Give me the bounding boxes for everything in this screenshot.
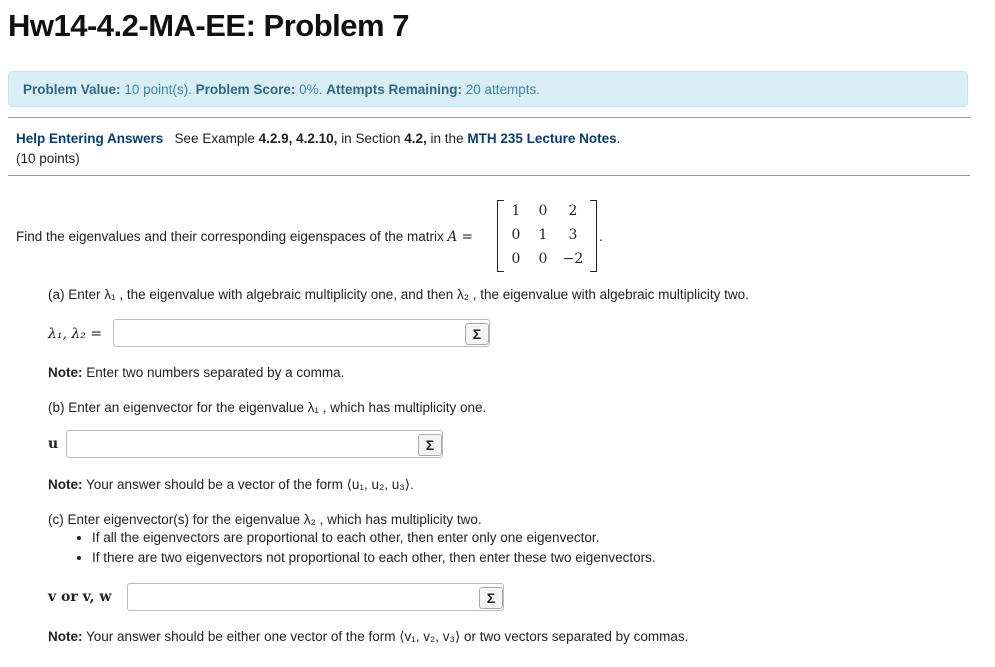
- problem-statement: [16, 229, 473, 245]
- note-a: [48, 365, 344, 380]
- score-label: Problem Score:: [195, 82, 296, 97]
- see-example-text: See Example: [174, 131, 255, 146]
- divider-top: [8, 117, 970, 118]
- value-label: Problem Value:: [23, 82, 121, 97]
- equation-editor-icon[interactable]: Σ: [479, 587, 503, 609]
- score-text: 0%.: [299, 82, 323, 97]
- matrix-cell: 0: [511, 227, 521, 243]
- problem-info-bar: [8, 71, 968, 107]
- matrix-period: .: [599, 229, 603, 244]
- part-b-label: u: [48, 436, 59, 452]
- section-number: 4.2,: [404, 131, 427, 146]
- note-c-text: Your answer should be either one vector of the form ⟨v₁, v₂, v₃⟩ or two vectors separated by commas.: [86, 629, 689, 644]
- note-b-text: Your answer should be a vector of the form ⟨u₁, u₂, u₃⟩.: [86, 477, 414, 492]
- statement-text: Find the eigenvalues and their corresponding eigenspaces of the matrix: [16, 229, 444, 244]
- matrix-cell: 3: [568, 227, 578, 243]
- note-c: [48, 629, 688, 645]
- points-text: (10 points): [16, 151, 80, 166]
- help-section: [16, 129, 620, 169]
- part-a-label: λ₁, λ₂ =: [48, 326, 103, 342]
- matrix-cell: 0: [538, 251, 548, 267]
- note-label: Note:: [48, 629, 83, 644]
- matrix-cell: 0: [538, 203, 548, 219]
- page-title: Hw14-4.2-MA-EE: Problem 7: [8, 8, 409, 43]
- divider-bottom: [8, 175, 970, 176]
- matrix-cell: 0: [511, 251, 521, 267]
- attempts-label: Attempts Remaining:: [326, 82, 462, 97]
- matrix-a: [497, 200, 597, 272]
- note-a-text: Enter two numbers separated by a comma.: [86, 365, 345, 380]
- eigenvectors-v-w-answer-input[interactable]: [127, 583, 504, 611]
- eigenvector-u-answer-input[interactable]: [66, 430, 443, 458]
- matrix-cell: −2: [562, 251, 584, 267]
- part-c-bullet-list: [70, 528, 656, 568]
- eigenvalues-answer-input[interactable]: [113, 319, 490, 347]
- example-numbers: 4.2.9, 4.2.10,: [258, 131, 338, 146]
- part-a-prompt: (a) Enter λ₁ , the eigenvalue with algebraic multiplicity one, and then λ₂ , the eigenvalue with algebraic multiplicity two.: [48, 287, 749, 302]
- in-section-text: in Section: [341, 131, 401, 146]
- list-item: • If all the eigenvectors are proportional to each other, then enter only one eigenvector.: [92, 528, 656, 548]
- part-c-prompt: (c) Enter eigenvector(s) for the eigenvalue λ₂ , which has multiplicity two.: [48, 512, 482, 527]
- part-c-label: v or v, w: [48, 589, 112, 605]
- period: .: [616, 131, 621, 146]
- matrix-right-bracket: [590, 200, 597, 272]
- matrix-symbol: A =: [447, 229, 473, 245]
- lecture-notes-link[interactable]: MTH 235 Lecture Notes: [467, 131, 617, 146]
- note-b: [48, 477, 414, 493]
- matrix-cell: 1: [538, 227, 548, 243]
- help-entering-answers-link[interactable]: Help Entering Answers: [16, 131, 164, 146]
- part-b-prompt: (b) Enter an eigenvector for the eigenvalue λ₁ , which has multiplicity one.: [48, 400, 487, 415]
- note-label: Note:: [48, 477, 83, 492]
- matrix-cell: 2: [568, 203, 578, 219]
- equation-editor-icon[interactable]: Σ: [418, 434, 442, 456]
- note-label: Note:: [48, 365, 83, 380]
- in-the-text: in the: [430, 131, 464, 146]
- equation-editor-icon[interactable]: Σ: [465, 323, 489, 345]
- list-item: • If there are two eigenvectors not proportional to each other, then enter these two eigenvectors.: [92, 548, 656, 568]
- value-text: 10 point(s).: [124, 82, 192, 97]
- matrix-cell: 1: [511, 203, 521, 219]
- attempts-text: 20 attempts.: [465, 82, 541, 97]
